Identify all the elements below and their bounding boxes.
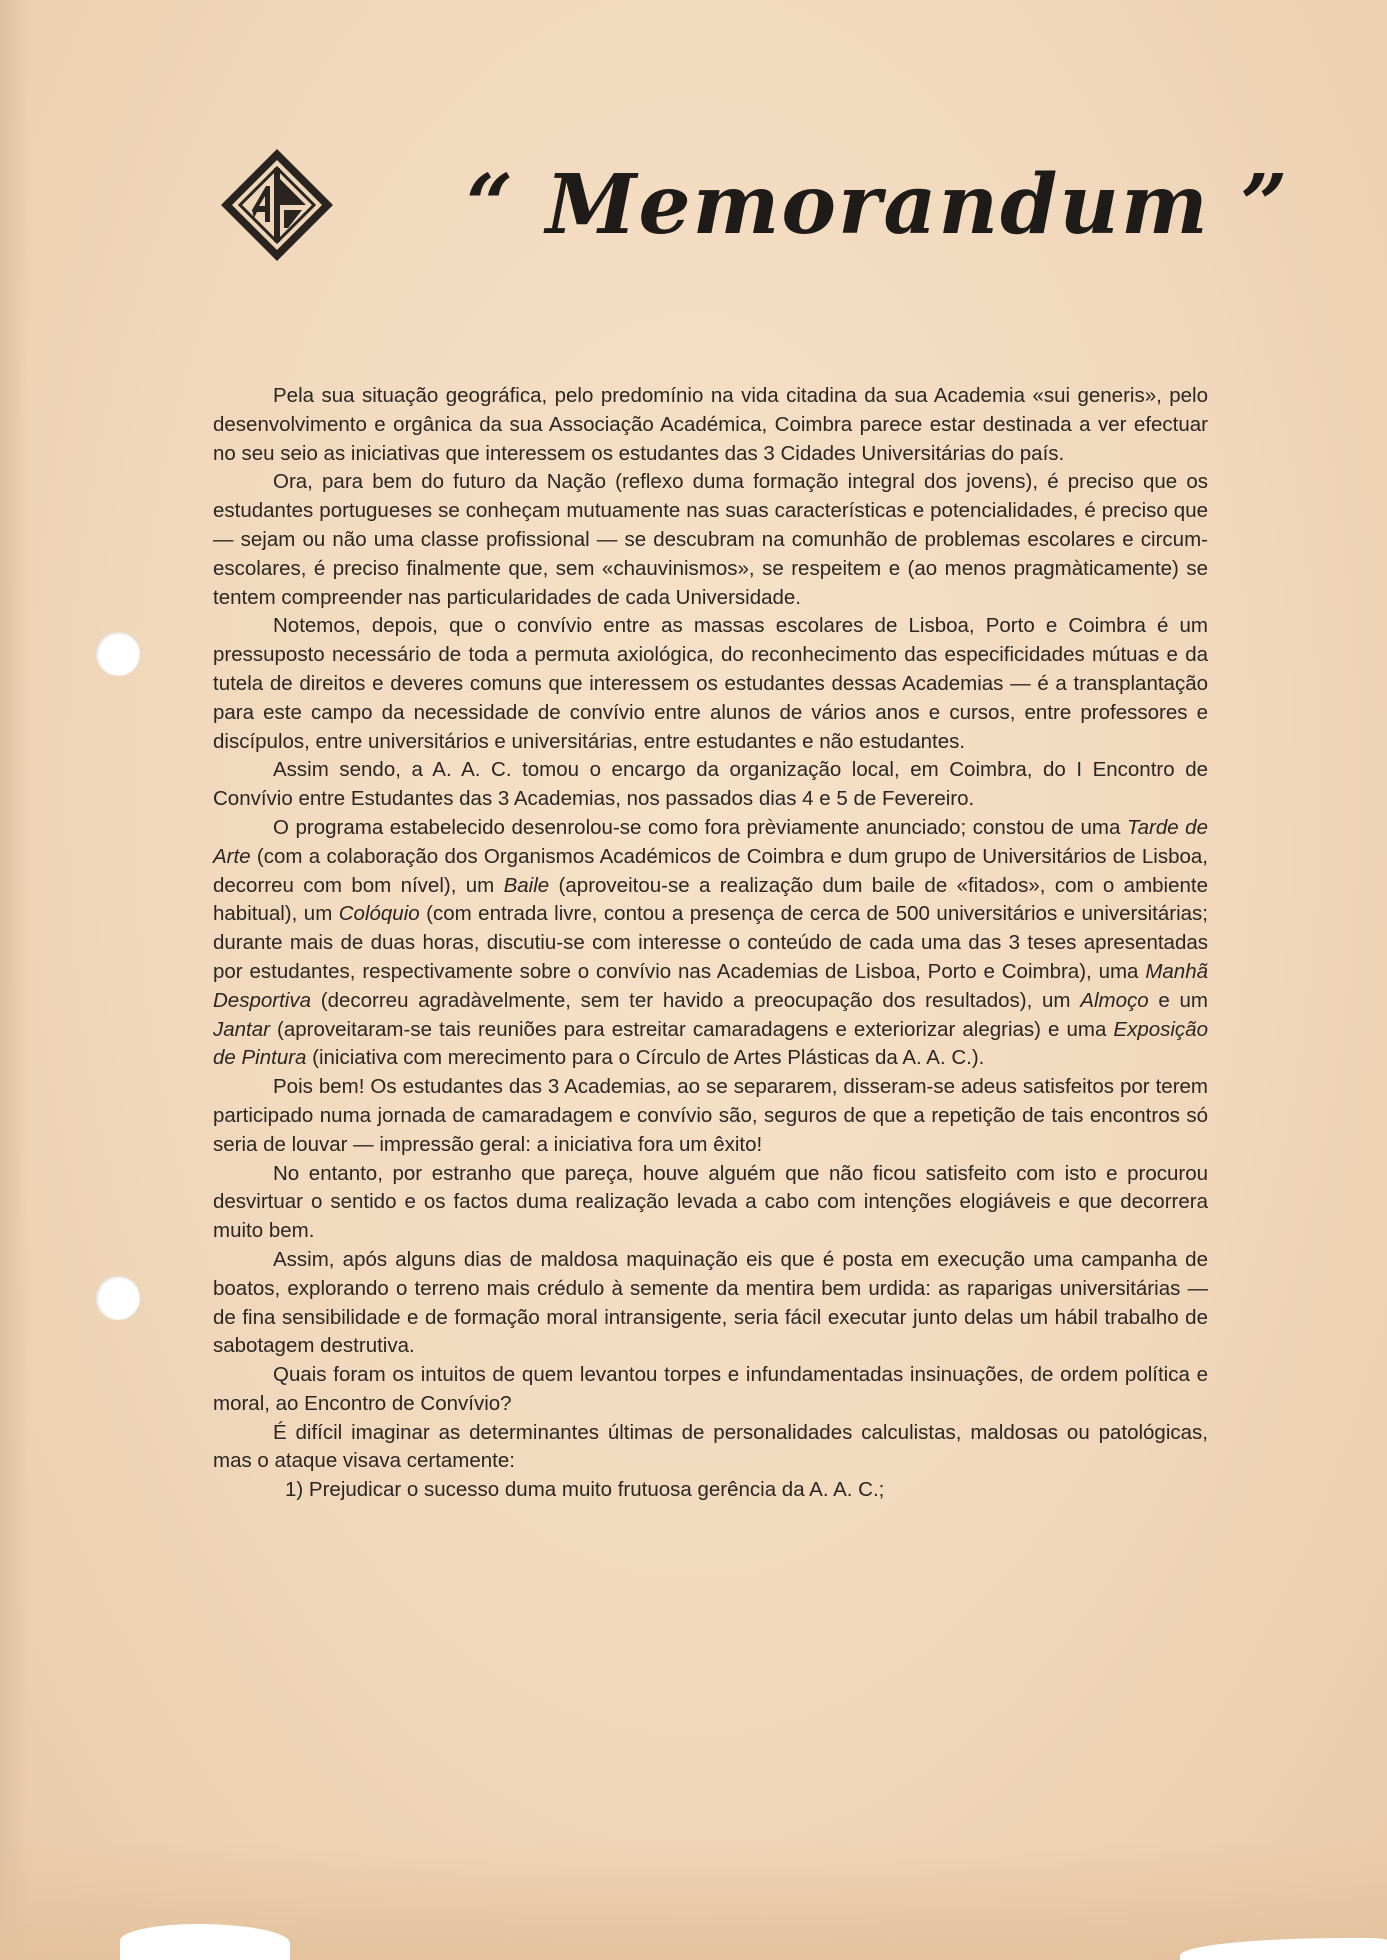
paper-tear-left [120,1924,290,1960]
paragraph-text: (iniciativa com merecimento para o Círculo de Artes Plásticas da A. A. C.). [306,1046,985,1070]
paragraph-text: (decorreu agradàvelmente, sem ter havido a preocupação dos resultados), um [311,988,1081,1012]
paragraph-text: (aproveitaram-se tais reuniões para estreitar camaradagens e exteriorizar alegrias) e uma [269,1017,1114,1041]
event-name: Exposição de Pintura [213,1017,1208,1070]
paragraph: Pela sua situação geográfica, pelo predomínio na vida citadina da sua Academia «sui generis», pelo desenvolvimento e orgânica da sua Associação Académica, Coimbra parece estar destinada a ver efectuar no seu seio as iniciativas que interessem os estudantes das 3 Cidades Universitárias do país. [213,384,1208,465]
paragraph-text: e um [1148,988,1208,1012]
paragraph: É difícil imaginar as determinantes últimas de personalidades calculistas, maldosas ou patológicas, mas o ataque visava certamente: [213,1420,1208,1473]
association-emblem-icon [218,146,336,264]
paragraph: Assim, após alguns dias de maldosa maquinação eis que é posta em execução uma campanha de boatos, explorando o terreno mais crédulo à semente da mentira bem urdida: as raparigas universitárias — de fina sensibilidade e de formação moral intransigente, seria fácil executar junto delas um hábil trabalho de sabotagem destrutiva. [213,1247,1208,1358]
paragraph: No entanto, por estranho que pareça, houve alguém que não ficou satisfeito com isto e procurou desvirtuar o sentido e os factos duma realização levada a cabo com intenções elogiáveis e que decorrera muito bem. [213,1161,1208,1243]
paragraph: Ora, para bem do futuro da Nação (reflexo duma formação integral dos jovens), é preciso que os estudantes portugueses se conheçam mutuamente nas suas características e potencialidades, é preciso que — sejam ou não uma classe profissional — se descubram na comunhão de problemas escolares e circum-escolares, é preciso finalmente que, sem «chauvinismos», se respeitem e (ao menos pragmàticamente) se tentem compreender nas particularidades de cada Universidade. [213,470,1208,609]
list-item: 1) Prejudicar o sucesso duma muito frutuosa gerência da A. A. C.; [285,1478,885,1502]
program-paragraph [213,814,1208,1073]
paper-edge-shadow [0,0,30,1960]
paragraph: Notemos, depois, que o convívio entre as massas escolares de Lisboa, Porto e Coimbra é um pressuposto necessário de toda a permuta axiológica, do reconhecimento das especificidades mútuas e da tutela de direitos e deveres comuns que interessem os estudantes dessas Academias — é a transplantação para este campo da necessidade de convívio entre alunos de vários anos e cursos, entre professores e discípulos, entre universitários e universitárias, entre estudantes e não estudantes. [213,614,1208,753]
paragraph-text: (com a colaboração dos Organismos Académicos de Coimbra e dum grupo de Universitários de Lisboa, decorreu com bom nível), um [213,844,1208,897]
punch-hole-bottom [96,1276,140,1320]
paragraph-text: (aproveitou-se a realização dum baile de «fitados», com o ambiente habitual), um [213,873,1209,926]
document-body [213,382,1208,1505]
event-name: Colóquio [338,902,420,926]
punch-hole-top [96,632,140,676]
paragraph: Assim sendo, a A. A. C. tomou o encargo da organização local, em Coimbra, do I Encontro de Convívio entre Estudantes das 3 Academias, nos passados dias 4 e 5 de Fevereiro. [213,758,1208,811]
event-name: Manhã Desportiva [213,959,1208,1012]
event-name: Jantar [213,1017,270,1041]
event-name: Baile [503,873,550,897]
paragraph-text: (com entrada livre, contou a presença de cerca de 500 universitários e universitárias; durante mais de duas horas, discutiu-se com interesse o conteúdo de cada uma das 3 teses apresentadas por estudantes, respectivamente sobre o convívio nas Academias de Lisboa, Porto e Coimbra), uma [213,902,1208,983]
event-name: Tarde de Arte [213,815,1208,868]
paragraph: Pois bem! Os estudantes das 3 Academias, ao se separarem, disseram-se adeus satisfeitos por terem participado numa jornada de camaradagem e convívio são, seguros de que a repetição de tais encontros só seria de louvar — impressão geral: a iniciativa fora um êxito! [213,1075,1208,1156]
paragraph: Quais foram os intuitos de quem levantou torpes e infundamentadas insinuações, de ordem política e moral, ao Encontro de Convívio? [213,1363,1208,1415]
paragraph-text: O programa estabelecido desenrolou-se como fora prèviamente anunciado; constou de uma [273,815,1127,839]
page-title: “ Memorandum ” [466,157,1290,253]
event-name: Almoço [1080,988,1149,1012]
